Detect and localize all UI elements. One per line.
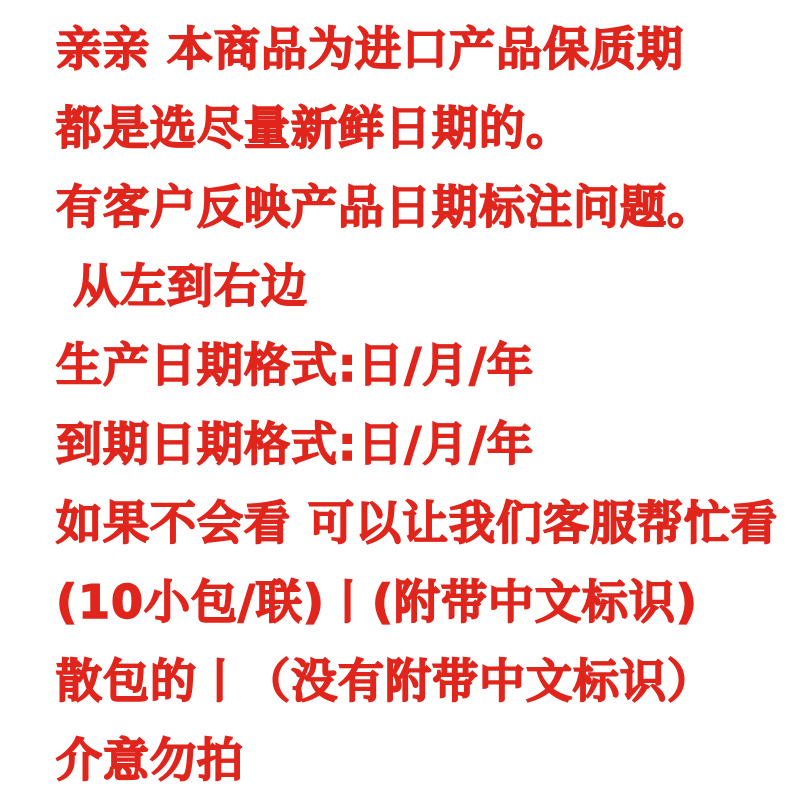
notice-line-do-not-buy: 介意勿拍 xyxy=(56,732,244,787)
notice-line-pack-with-label: (10小包/联)丨(附带中文标识) xyxy=(56,574,698,629)
notice-line-expiry-date: 到期日期格式:日/月/年 xyxy=(56,416,534,471)
notice-line-ask-service: 如果不会看 可以让我们客服帮忙看 xyxy=(56,495,779,550)
notice-line-left-to-right: 从左到右边 xyxy=(73,258,308,313)
notice-line-feedback: 有客户反映产品日期标注问题。 xyxy=(56,179,714,234)
notice-line-loose-no-label: 散包的丨（没有附带中文标识） xyxy=(56,653,714,708)
notice-line-production-date: 生产日期格式:日/月/年 xyxy=(56,337,534,392)
notice-line-fresh-date: 都是选尽量新鲜日期的。 xyxy=(56,100,573,155)
notice-line-greeting: 亲亲 本商品为进口产品保质期 xyxy=(56,21,685,76)
